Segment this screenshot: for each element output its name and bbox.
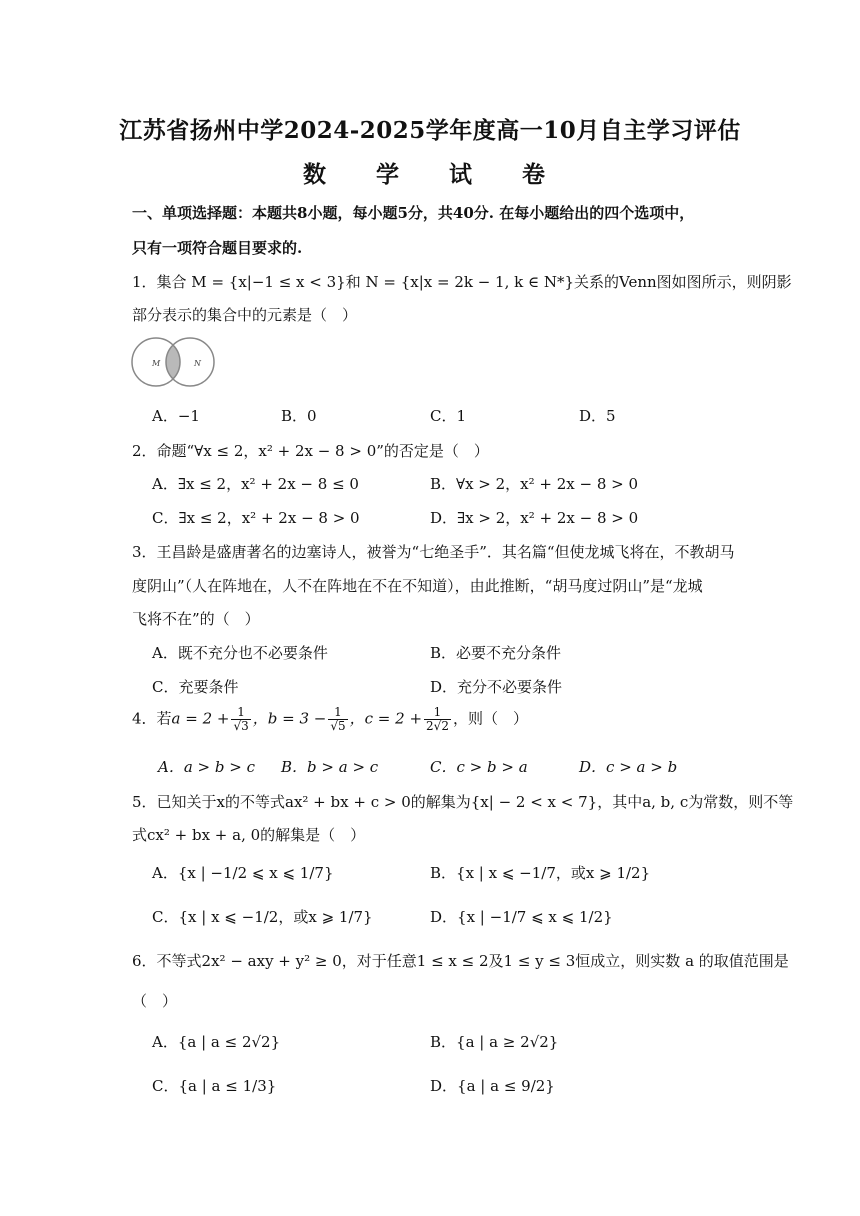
q3-option-b[interactable]: B．必要不充分条件	[430, 644, 562, 662]
q5-option-d[interactable]: D．{x | −1/7 ⩽ x ⩽ 1/2}	[430, 908, 613, 926]
q4-c-num: 1	[424, 706, 451, 720]
q6-option-b[interactable]: B．{a | a ≥ 2√2}	[430, 1033, 559, 1051]
q6-option-d[interactable]: D．{a | a ≤ 9/2}	[430, 1077, 555, 1095]
q6-stem-line2: （ ）	[132, 992, 178, 1010]
q5-option-c[interactable]: C．{x | x ⩽ −1/2，或x ⩾ 1/7}	[152, 908, 373, 926]
q6-option-a[interactable]: A．{a | a ≤ 2√2}	[152, 1033, 281, 1051]
q4-b-den: √5	[330, 719, 346, 733]
q5-stem-line2: 式cx² + bx + a, 0的解集是（ ）	[132, 826, 366, 844]
q4-c-expr: ，c = 2 +	[349, 709, 423, 728]
q3-option-a[interactable]: A．既不充分也不必要条件	[152, 644, 328, 662]
q1-option-c[interactable]: C．1	[430, 407, 467, 425]
q4-c-den: 2√2	[426, 719, 449, 733]
exam-subtitle: 数 学 试 卷	[302, 161, 558, 188]
q3-option-c[interactable]: C．充要条件	[152, 678, 239, 696]
venn-label-n: N	[194, 359, 201, 368]
q4-stem	[132, 706, 528, 733]
q5-option-a[interactable]: A．{x | −1/2 ⩽ x ⩽ 1/7}	[152, 864, 334, 882]
q6-stem-line1: 6．不等式2x² − axy + y² ≥ 0，对于任意1 ≤ x ≤ 2及1 ≤ y ≤ 3恒成立，则实数 a 的取值范围是	[132, 952, 789, 970]
q5-option-b[interactable]: B．{x | x ⩽ −1/7，或x ⩾ 1/2}	[430, 864, 651, 882]
q3-stem-line2: 度阴山”（人在阵地在，人不在阵地在不在不知道），由此推断，“胡马度过阴山”是“龙城	[132, 577, 703, 595]
q6-option-c[interactable]: C．{a | a ≤ 1/3}	[152, 1077, 277, 1095]
q4-option-b[interactable]: B．b > a > c	[281, 758, 379, 776]
venn-label-m: M	[152, 359, 161, 368]
section-heading-line1: 一、单项选择题：本题共8小题，每小题5分，共40分. 在每小题给出的四个选项中，	[132, 204, 695, 222]
venn-diagram	[130, 336, 220, 388]
q4-b-num: 1	[328, 706, 347, 720]
q2-option-c[interactable]: C．∃x ≤ 2，x² + 2x − 8 > 0	[152, 509, 360, 527]
q4-b-expr: ，b = 3 −	[252, 709, 327, 728]
q4-a-expr: a = 2 +	[171, 709, 230, 728]
q3-stem-line3: 飞将不在”的（ ）	[132, 610, 260, 628]
q4-a-den: √3	[233, 719, 249, 733]
exam-title: 江苏省扬州中学2024-2025学年度高一10月自主学习评估	[119, 117, 741, 144]
q2-stem: 2．命题“∀x ≤ 2，x² + 2x − 8 > 0”的否定是（ ）	[132, 442, 489, 460]
q2-option-d[interactable]: D．∃x > 2，x² + 2x − 8 > 0	[430, 509, 639, 527]
q3-option-d[interactable]: D．充分不必要条件	[430, 678, 563, 696]
q4-option-c[interactable]: C．c > b > a	[430, 758, 528, 776]
q3-stem-line1: 3．王昌龄是盛唐著名的边塞诗人，被誉为“七绝圣手”．其名篇“但使龙城飞将在，不教胡马	[132, 543, 735, 561]
q1-option-a[interactable]: A．−1	[152, 407, 200, 425]
q5-stem-line1: 5．已知关于x的不等式ax² + bx + c > 0的解集为{x| − 2 < x < 7}，其中a, b, c为常数，则不等	[132, 793, 794, 811]
q2-option-b[interactable]: B．∀x > 2，x² + 2x − 8 > 0	[430, 475, 639, 493]
q4-a-fraction	[231, 706, 250, 733]
section-heading-line2: 只有一项符合题目要求的.	[132, 239, 303, 257]
q4-option-a[interactable]: A．a > b > c	[158, 758, 255, 776]
q1-stem-line2: 部分表示的集合中的元素是（ ）	[132, 306, 358, 324]
q1-stem-line1: 1．集合 M = {x|−1 ≤ x < 3}和 N = {x|x = 2k − 1, k ∈ N*}关系的Venn图如图所示，则阴影	[132, 273, 792, 291]
q2-option-a[interactable]: A．∃x ≤ 2，x² + 2x − 8 ≤ 0	[152, 475, 359, 493]
q1-option-d[interactable]: D．5	[579, 407, 616, 425]
q4-prefix: 4．若	[132, 709, 172, 728]
q4-option-d[interactable]: D．c > a > b	[579, 758, 678, 776]
q4-suffix: ，则（ ）	[452, 709, 528, 728]
q4-c-fraction	[424, 706, 451, 733]
q4-a-num: 1	[231, 706, 250, 720]
q4-b-fraction	[328, 706, 347, 733]
q1-option-b[interactable]: B．0	[281, 407, 317, 425]
